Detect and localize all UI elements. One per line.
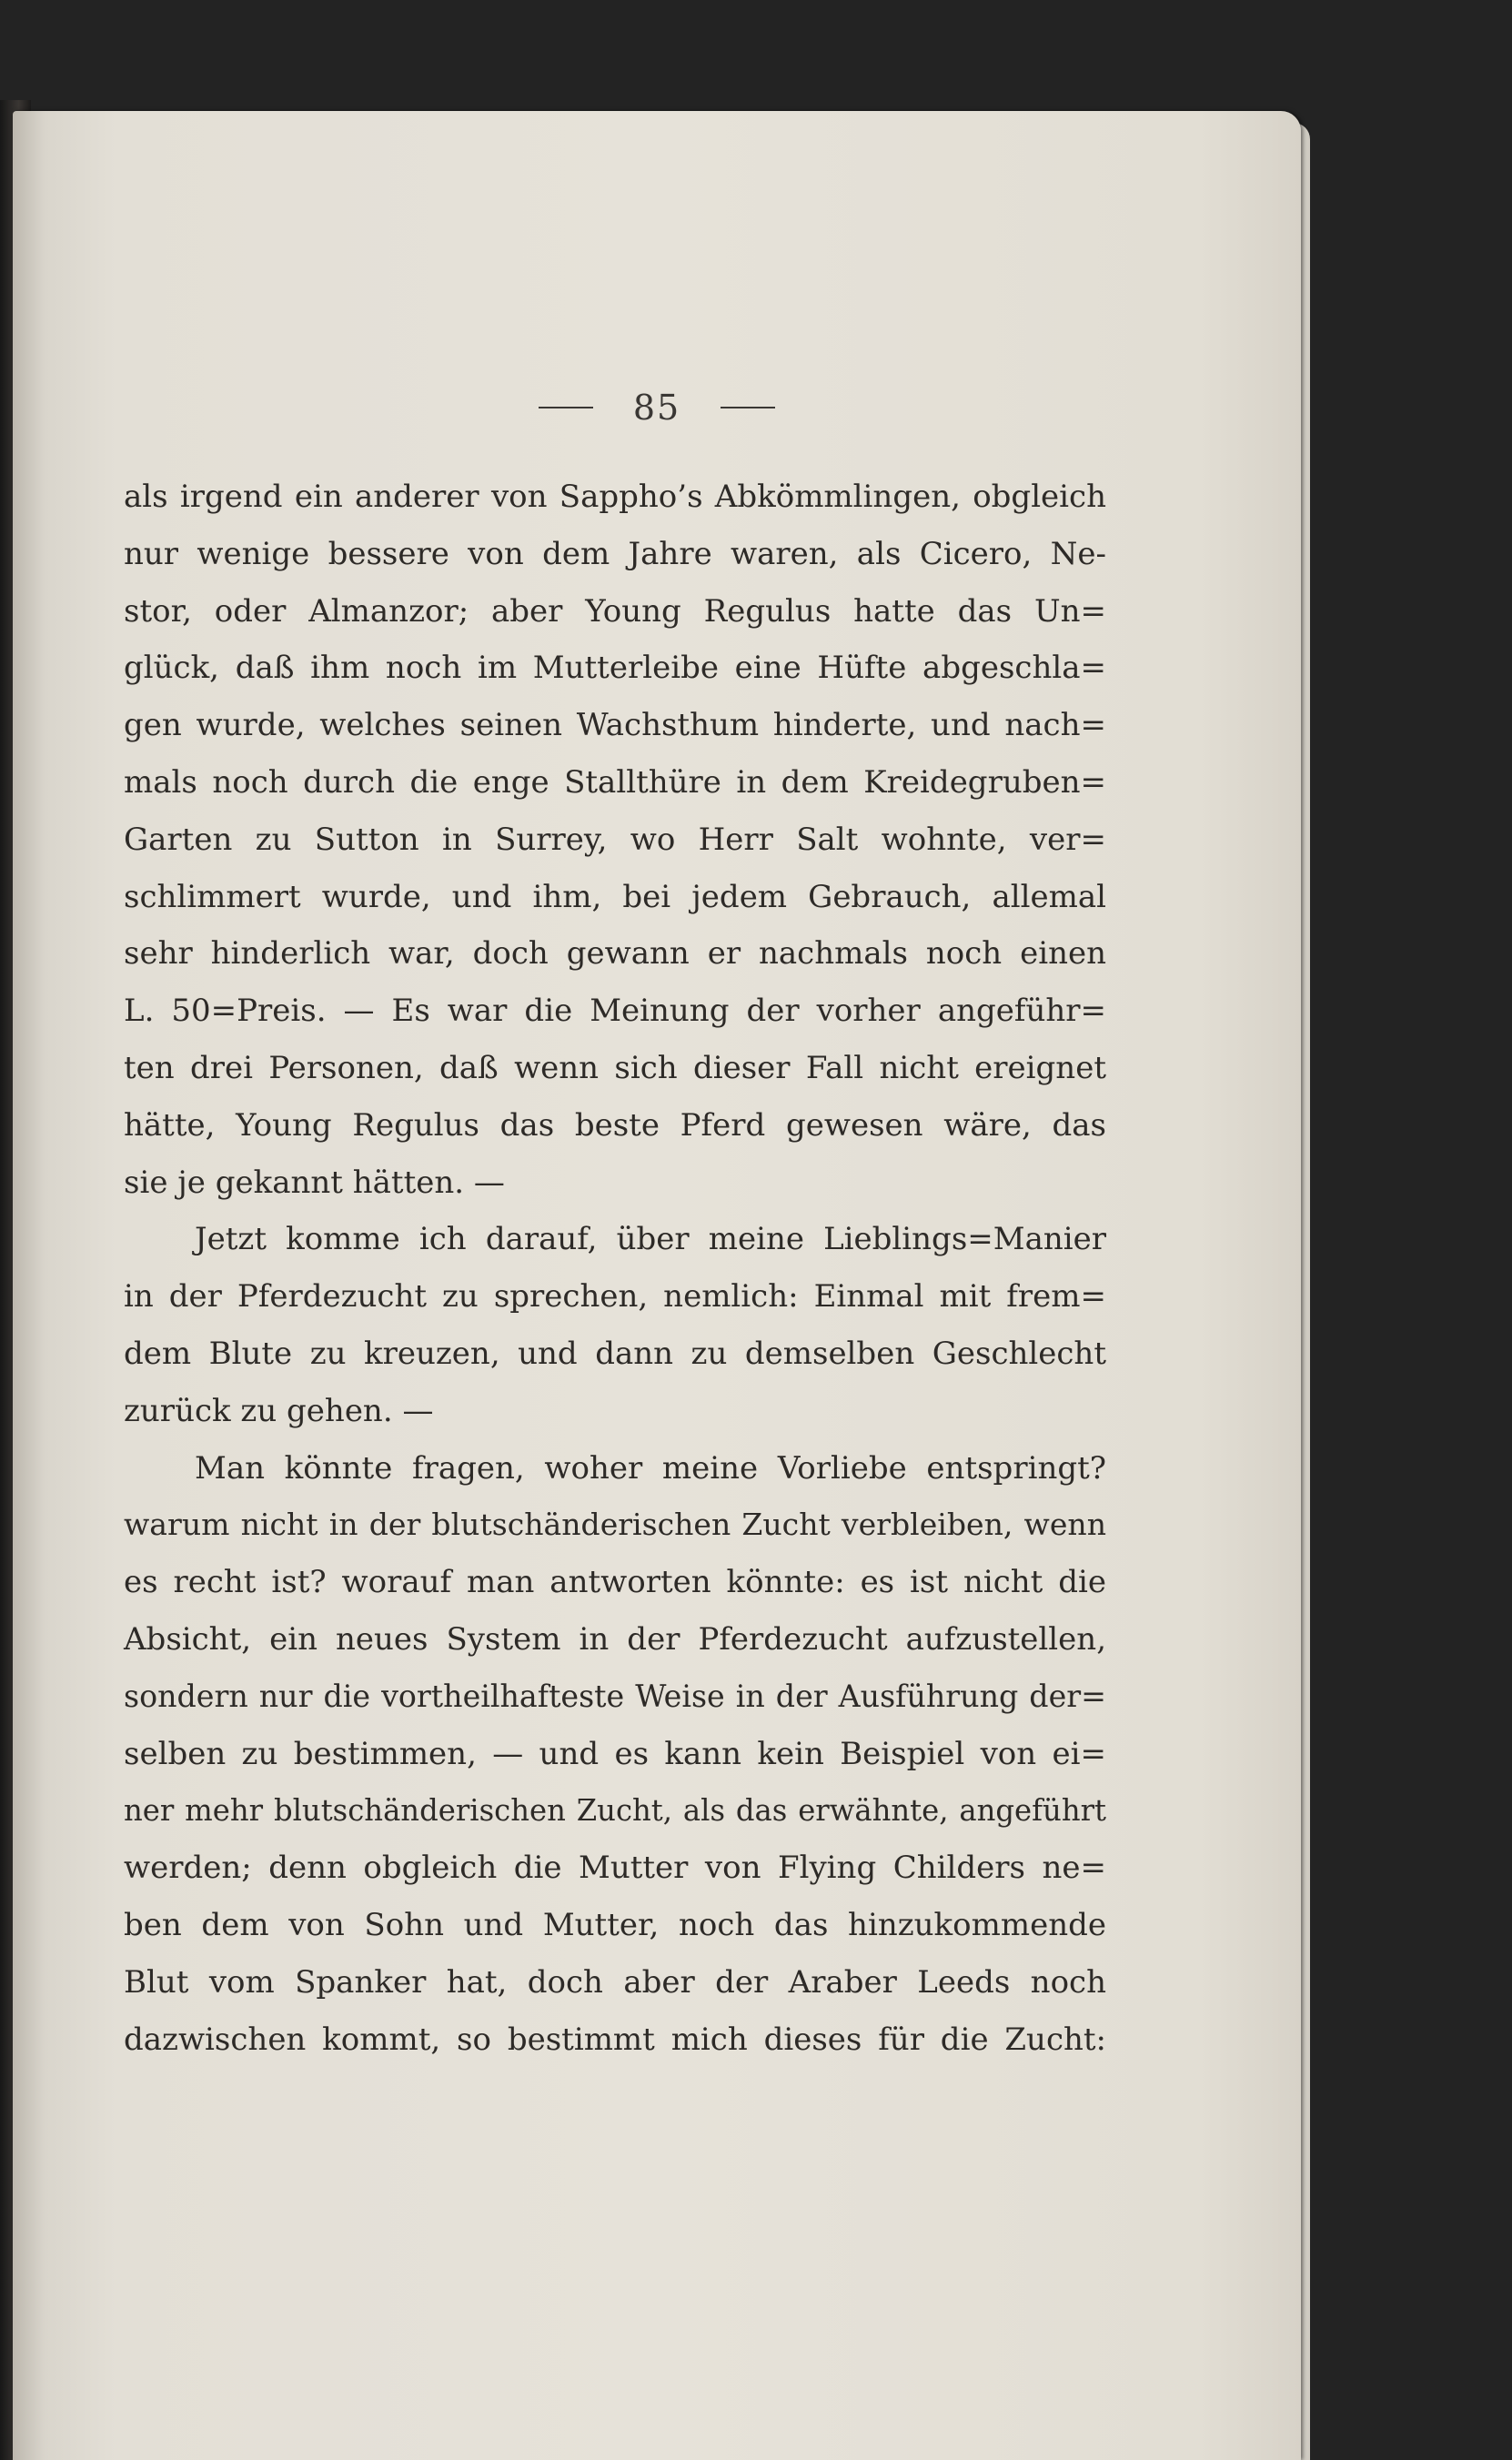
body-text: [124, 469, 1106, 2068]
header-dash-right: [721, 407, 775, 408]
page-header: [13, 384, 1301, 428]
text-line: warum nicht in der blutschänderischen Zucht verbleiben, wenn: [124, 1507, 1106, 1543]
text-line: dem Blute zu kreuzen, und dann zu demselben Geschlecht: [124, 1335, 1106, 1372]
text-line: glück, daß ihm noch im Mutterleibe eine Hüfte abgeschla=: [124, 650, 1106, 687]
text-line: stor, oder Almanzor; aber Young Regulus hatte das Un=: [124, 592, 1106, 630]
text-line: gen wurde, welches seinen Wachsthum hinderte, und nach=: [124, 707, 1106, 744]
paragraph: [124, 469, 1106, 1211]
text-line: werden; denn obgleich die Mutter von Flying Childers ne=: [124, 1850, 1106, 1887]
text-line: sondern nur die vortheilhafteste Weise in der Ausführung der=: [124, 1678, 1106, 1714]
text-line: Blut vom Spanker hat, doch aber der Araber Leeds noch: [124, 1963, 1106, 2001]
text-line: dazwischen kommt, so bestimmt mich dieses für die Zucht:: [124, 2021, 1106, 2058]
text-line: ten drei Personen, daß wenn sich dieser Fall nicht ereignet: [124, 1049, 1106, 1086]
text-line: selben zu bestimmen, — und es kann kein Beispiel von ei=: [124, 1735, 1106, 1772]
text-line: als irgend ein anderer von Sappho’s Abkömmlingen, obgleich: [124, 479, 1106, 515]
text-line: nur wenige bessere von dem Jahre waren, als Cicero, Ne-: [124, 535, 1106, 572]
text-line: L. 50=Preis. — Es war die Meinung der vorher angeführ=: [124, 993, 1106, 1030]
paragraph: [124, 1440, 1106, 2069]
text-line: es recht ist? worauf man antworten könnte: es ist nicht die: [124, 1564, 1106, 1601]
paragraph: [124, 1211, 1106, 1439]
text-line: ner mehr blutschänderischen Zucht, als das erwähnte, angeführt: [124, 1793, 1106, 1829]
text-line: sie je gekannt hätten. —: [124, 1164, 505, 1201]
text-line: Absicht, ein neues System in der Pferdezucht aufzustellen,: [124, 1620, 1106, 1658]
header-dash-left: [539, 407, 593, 408]
text-line: Garten zu Sutton in Surrey, wo Herr Salt wohnte, ver=: [124, 821, 1106, 858]
text-line: Jetzt komme ich darauf, über meine Lieblings=Manier: [195, 1221, 1106, 1258]
book-page: [13, 111, 1301, 2460]
text-line: sehr hinderlich war, doch gewann er nachmals noch einen: [124, 935, 1106, 973]
text-line: zurück zu gehen. —: [124, 1392, 434, 1429]
text-line: Man könnte fragen, woher meine Vorliebe entspringt?: [195, 1449, 1106, 1487]
text-line: in der Pferdezucht zu sprechen, nemlich: Einmal mit frem=: [124, 1278, 1106, 1316]
text-line: mals noch durch die enge Stallthüre in dem Kreidegruben=: [124, 763, 1106, 801]
text-line: schlimmert wurde, und ihm, bei jedem Gebrauch, allemal: [124, 878, 1106, 915]
text-line: ben dem von Sohn und Mutter, noch das hinzukommende: [124, 1906, 1106, 1943]
text-line: hätte, Young Regulus das beste Pferd gewesen wäre, das: [124, 1106, 1106, 1144]
page-number: 85: [632, 387, 681, 428]
